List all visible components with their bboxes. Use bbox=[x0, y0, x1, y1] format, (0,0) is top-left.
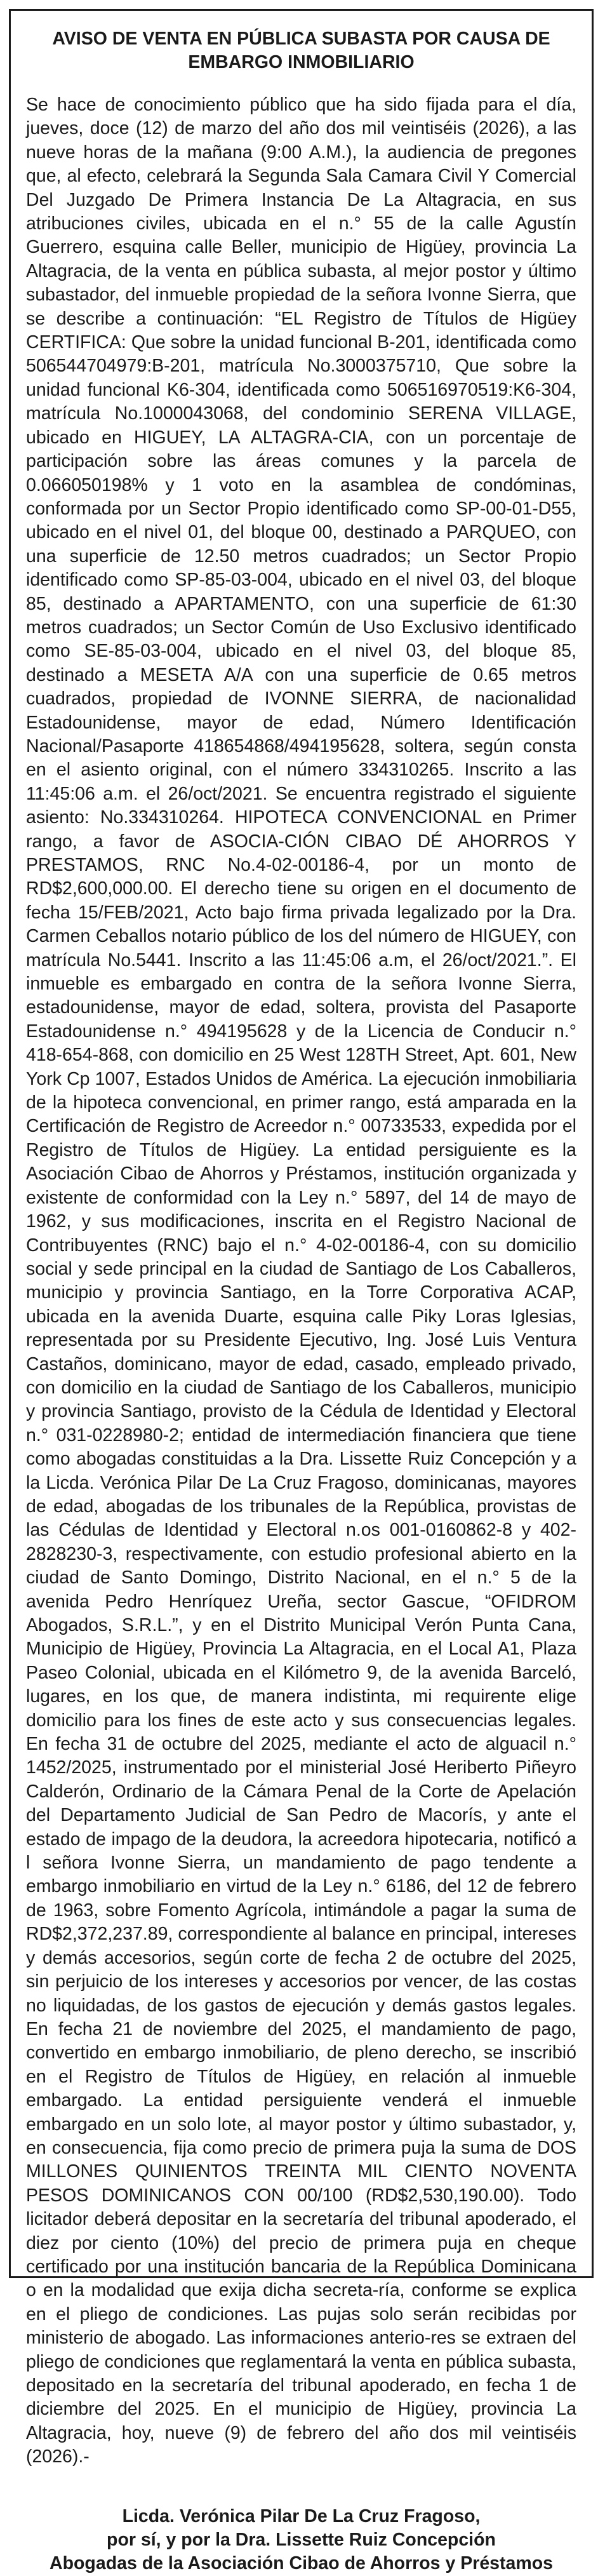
legal-notice bbox=[9, 9, 594, 2574]
notice-body: Se hace de conocimiento público que ha sido fijada para el día, jueves, doce (12) de marzo del año dos mil veintiséis (2026), a las nueve horas de la mañana (9:00 A.M.), la audiencia de pregones que, al efecto, celebrará la Segunda Sala Camara Civil Y Comercial Del Juzgado De Primera Instancia De La Altagracia, en sus atribuciones civiles, ubicada en el n.° 55 de la calle Agustín Guerrero, esquina calle Beller, municipio de Higüey, provincia La Altagracia, de la venta en pública subasta, al mejor postor y último subastador, del inmueble propiedad de la señora Ivonne Sierra, que se describe a continuación: “EL Registro de Títulos de Higüey CERTIFICA: Que sobre la unidad funcional B-201, identificada como 506544704979:B-201, matrícula No.3000375710, Que sobre la unidad funcional K6-304, identificada como 506516970519:K6-304, matrícula No.1000043068, del condominio SERENA VILLAGE, ubicado en HIGUEY, LA ALTAGRA-CIA, con un porcentaje de participación sobre las áreas comunes y la parcela de 0.066050198% y 1 voto en la asamblea de condóminas, conformada por un Sector Propio identificado como SP-00-01-D55, ubicado en el nivel 01, del bloque 00, destinado a PARQUEO, con una superficie de 12.50 metros cuadrados; un Sector Propio identificado como SP-85-03-004, ubicado en el nivel 03, del bloque 85, destinado a APARTAMENTO, con una superficie de 61:30 metros cuadrados; un Sector Común de Uso Exclusivo identificado como SE-85-03-004, ubicado en el nivel 03, del bloque 85, destinado a MESETA A/A con una superficie de 0.65 metros cuadrados, propiedad de IVONNE SIERRA, de nacionalidad Estadounidense, mayor de edad, Número Identificación Nacional/Pasaporte 418654868/494195628, soltera, según consta en el asiento original, con el número 334310265. Inscrito a las 11:45:06 a.m. el 26/oct/2021. Se encuentra registrado el siguiente asiento: No.334310264. HIPOTECA CONVENCIONAL en Primer rango, a favor de ASOCIA-CIÓN CIBAO DÉ AHORROS Y PRESTAMOS, RNC No.4-02-00186-4, por un monto de RD$2,600,000.00. El derecho tiene su origen en el documento de fecha 15/FEB/2021, Acto bajo firma privada legalizado por la Dra. Carmen Ceballos notario público de los del número de HIGUEY, con matrícula No.5441. Inscrito a las 11:45:06 a.m, el 26/oct/2021.”. El inmueble es embargado en contra de la señora Ivonne Sierra, estadounidense, mayor de edad, soltera, provista del Pasaporte Estadounidense n.° 494195628 y de la Licencia de Conducir n.° 418-654-868, con domicilio en 25 West 128TH Street, Apt. 601, New York Cp 1007, Estados Unidos de América. La ejecución inmobiliaria de la hipoteca convencional, en primer rango, está amparada en la Certificación de Registro de Acreedor n.° 00733533, expedida por el Registro de Títulos de Higüey. La entidad persiguiente es la Asociación Cibao de Ahorros y Préstamos, institución organizada y existente de conformidad con la Ley n.° 5897, del 14 de mayo de 1962, y sus modificaciones, inscrita en el Registro Nacional de Contribuyentes (RNC) bajo el n.° 4-02-00186-4, con su domicilio social y sede principal en la ciudad de Santiago de Los Caballeros, municipio y provincia Santiago, en la Torre Corporativa ACAP, ubicada en la avenida Duarte, esquina calle Piky Loras Iglesias, representada por su Presidente Ejecutivo, Ing. José Luis Ventura Castaños, dominicano, mayor de edad, casado, empleado privado, con domicilio en la ciudad de Santiago de los Caballeros, municipio y provincia Santiago, provisto de la Cédula de Identidad y Electoral n.° 031-0228980-2; entidad de intermediación financiera que tiene como abogadas constituidas a la Dra. Lissette Ruiz Concepción y a la Licda. Verónica Pilar De La Cruz Fragoso, dominicanas, mayores de edad, abogadas de los tribunales de la República, provistas de las Cédulas de Identidad y Electoral n.os 001-0160862-8 y 402-2828230-3, respectivamente, con estudio profesional abierto en la ciudad de Santo Domingo, Distrito Nacional, en el n.° 5 de la avenida Pedro Henríquez Ureña, sector Gascue, “OFIDROM Abogados, S.R.L.”, y en el Distrito Municipal Verón Punta Cana, Municipio de Higüey, Provincia La Altagracia, en el Local A1, Plaza Paseo Colonial, ubicada en el Kilómetro 9, de la avenida Barceló, lugares, en los que, de manera indistinta, mi requirente elige domicilio para los fines de este acto y sus consecuencias legales. En fecha 31 de octubre del 2025, mediante el acto de alguacil n.° 1452/2025, instrumentado por el ministerial José Heriberto Piñeyro Calderón, Ordinario de la Cámara Penal de la Corte de Apelación del Departamento Judicial de San Pedro de Macorís, y ante el estado de impago de la deudora, la acreedora hipotecaria, notificó a l señora Ivonne Sierra, un mandamiento de pago tendente a embargo inmobiliario en virtud de la Ley n.° 6186, del 12 de febrero de 1963, sobre Fomento Agrícola, intimándole a pagar la suma de RD$2,372,237.89, correspondiente al balance en principal, intereses y demás accesorios, según corte de fecha 2 de octubre del 2025, sin perjuicio de los intereses y accesorios por vencer, de las costas no liquidadas, de los gastos de ejecución y demás gastos legales. En fecha 21 de noviembre del 2025, el mandamiento de pago, convertido en embargo inmobiliario, de pleno derecho, se inscribió en el Registro de Títulos de Higüey, en relación al inmueble embargado. La entidad persiguiente venderá el inmueble embargado en un solo lote, al mayor postor y último subastador, y, en consecuencia, fija como precio de primera puja la suma de DOS MILLONES QUINIENTOS TREINTA MIL CIENTO NOVENTA PESOS DOMINICANOS CON 00/100 (RD$2,530,190.00). Todo licitador deberá depositar en la secretaría del tribunal apoderado, el diez por ciento (10%) del precio de primera puja en cheque certificado por una institución bancaria de la República Dominicana o en la modalidad que exija dicha secreta-ría, conforme se explica en el pliego de condiciones. Las pujas solo serán recibidas por ministerio de abogado. Las informaciones anterio-res se extraen del pliego de condiciones que reglamentará la venta en pública subasta, depositado en la secretaría del tribunal apoderado, en fecha 1 de diciembre del 2025. En el municipio de Higüey, provincia La Altagracia, hoy, nueve (9) de febrero del año dos mil veintiséis (2026).- bbox=[26, 95, 576, 2467]
signature-line-1: Licda. Verónica Pilar De La Cruz Fragoso, bbox=[122, 2506, 481, 2526]
notice-title bbox=[26, 27, 576, 74]
signature-line-2: por sí, y por la Dra. Lissette Ruiz Concepción bbox=[107, 2530, 496, 2551]
notice-title-line-1: AVISO DE VENTA EN PÚBLICA SUBASTA POR CAUSA DE bbox=[52, 29, 550, 49]
notice-title-line-2: EMBARGO INMOBILIARIO bbox=[188, 52, 415, 72]
signature-line-3: Abogadas de la Asociación Cibao de Ahorros y Préstamos bbox=[50, 2553, 553, 2574]
signature-block bbox=[26, 2505, 576, 2576]
